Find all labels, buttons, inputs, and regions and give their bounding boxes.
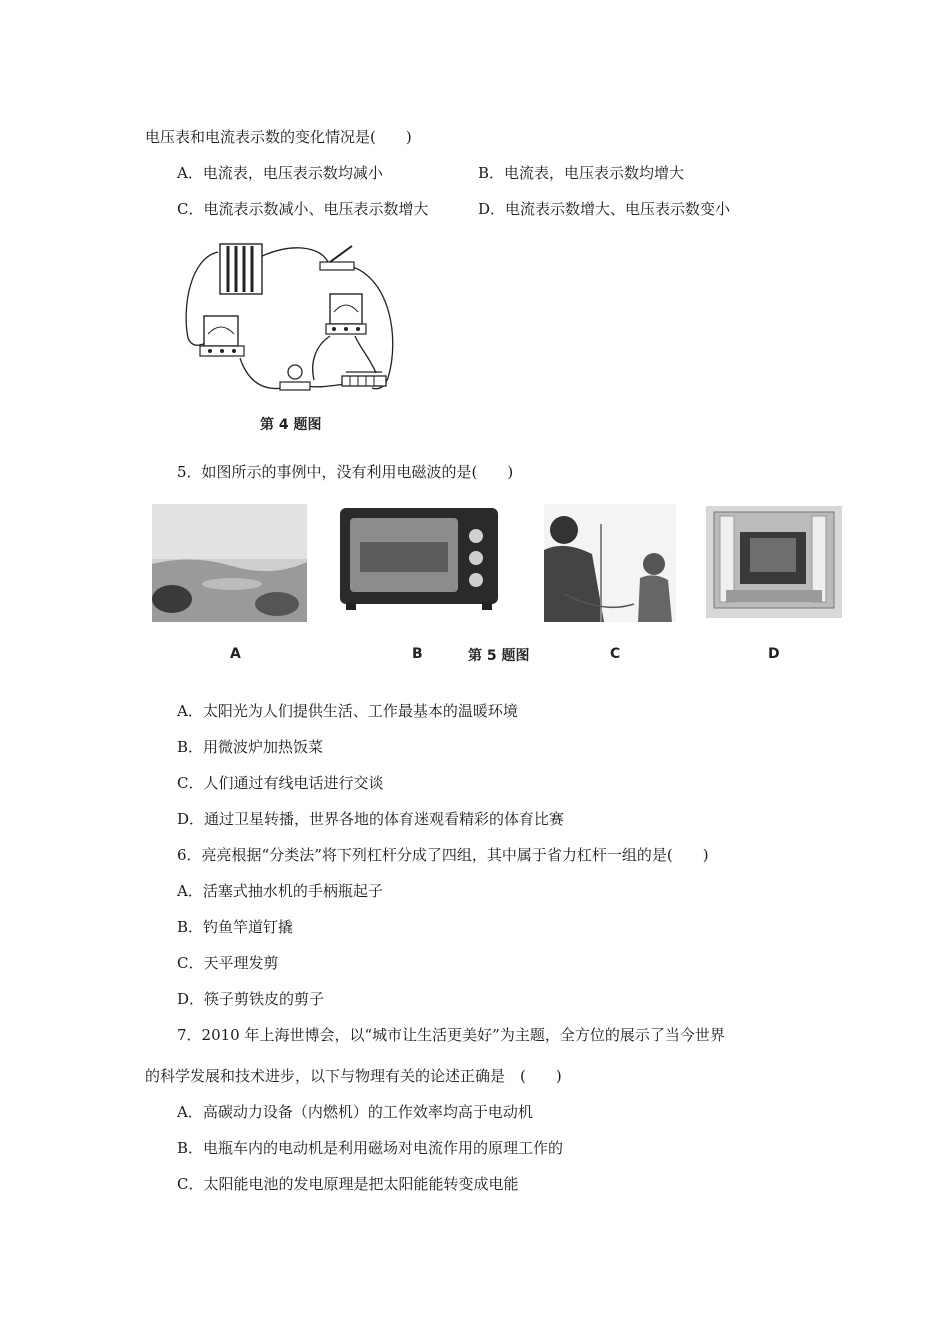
photo-label-a: A [230, 646, 241, 662]
q6-option-a: A．活塞式抽水机的手柄瓶起子 [177, 882, 383, 900]
q6-option-d: D．筷子剪铁皮的剪子 [177, 990, 325, 1008]
photo-wired-telephone [544, 504, 676, 622]
q7-stem-line1: 7．2010 年上海世博会，以“城市让生活更美好”为主题，全方位的展示了当今世界 [177, 1026, 725, 1044]
q7-option-b: B．电瓶车内的电动机是利用磁场对电流作用的原理工作的 [177, 1139, 564, 1157]
photo-label-c: C [610, 646, 621, 662]
rheostat-icon [342, 372, 386, 386]
q5-option-c: C．人们通过有线电话进行交谈 [177, 774, 384, 792]
figure-4-caption: 第 4 题图 [260, 417, 322, 433]
q5-stem: 5．如图所示的事例中，没有利用电磁波的是( ) [177, 463, 514, 481]
photo-microwave-oven [336, 502, 506, 614]
q4-option-d: D．电流表示数增大、电压表示数变小 [478, 200, 731, 218]
photo-sunlight-landscape [152, 504, 307, 622]
q4-stem-tail: 电压表和电流表示数的变化情况是( ) [145, 128, 412, 146]
circuit-figure [180, 238, 410, 438]
q4-option-a: A．电流表，电压表示数均减小 [177, 164, 383, 182]
q6-option-b: B．钓鱼竿道钉撬 [177, 918, 294, 936]
q6-option-c: C．天平理发剪 [177, 954, 279, 972]
circuit-diagram [180, 238, 410, 413]
wire [258, 248, 328, 262]
wire [240, 358, 284, 389]
q4-option-b: B．电流表，电压表示数均增大 [478, 164, 685, 182]
q7-stem-line2: 的科学发展和技术进步，以下与物理有关的论述正确是 ( ) [145, 1067, 562, 1085]
q6-stem: 6．亮亮根据“分类法”将下列杠杆分成了四组，其中属于省力杠杆一组的是( ) [177, 846, 709, 864]
q4-option-c: C．电流表示数减小、电压表示数增大 [177, 200, 429, 218]
ammeter-icon [200, 316, 244, 356]
battery-icon [220, 244, 262, 294]
q7-option-a: A．高碳动力设备（内燃机）的工作效率均高于电动机 [177, 1103, 533, 1121]
wire [355, 336, 376, 373]
q5-option-d: D．通过卫星转播，世界各地的体育迷观看精彩的体育比赛 [177, 810, 565, 828]
photo-tv-cabinet [706, 506, 842, 618]
q5-figure [148, 500, 848, 670]
q5-option-a: A．太阳光为人们提供生活、工作最基本的温暖环境 [177, 702, 518, 720]
q7-option-c: C．太阳能电池的发电原理是把太阳能能转变成电能 [177, 1175, 519, 1193]
wire [306, 384, 345, 387]
wire [313, 336, 330, 380]
photo-label-d: D [768, 646, 780, 662]
voltmeter-icon [326, 294, 366, 334]
photo-label-b: B [412, 646, 423, 662]
q5-option-b: B．用微波炉加热饭菜 [177, 738, 324, 756]
figure-5-caption: 第 5 题图 [468, 648, 530, 664]
bulb-icon [280, 365, 310, 390]
